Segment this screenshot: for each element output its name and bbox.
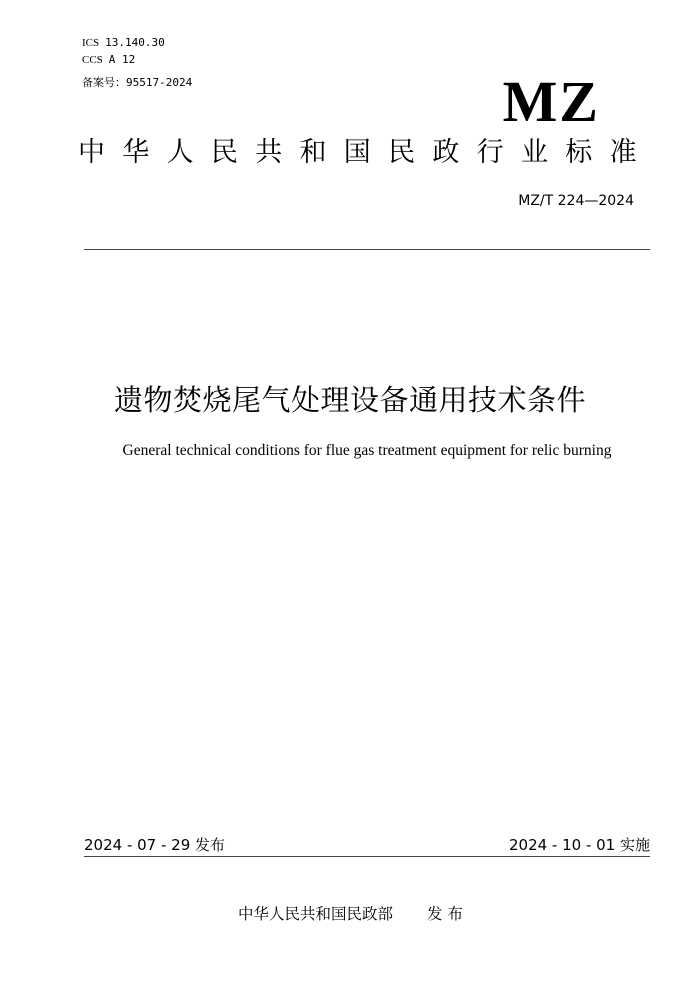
- document-english-title: General technical conditions for flue gas treatment equipment for relic burning: [122, 442, 612, 459]
- header-divider: [84, 249, 650, 250]
- issue-word: 发 布: [427, 905, 463, 923]
- publish-date: 2024 - 07 - 29 发布: [84, 836, 226, 854]
- implementation-date: 2024 - 10 - 01 实施: [508, 836, 650, 854]
- ccs-label: CCS: [82, 54, 103, 66]
- ccs-code: A 12: [108, 53, 136, 66]
- filing-number: 备案号：95517-2024: [82, 76, 193, 89]
- mz-logo: MZ: [502, 69, 600, 134]
- ics-label: ICS: [82, 37, 100, 49]
- footer-divider: [84, 856, 650, 857]
- ics-code: 13.140.30: [105, 36, 165, 49]
- document-title: 遗物焚烧尾气处理设备通用技术条件: [113, 383, 586, 417]
- issuing-authority: [238, 904, 463, 924]
- ics-classification: [82, 36, 165, 50]
- standard-category-title: 中华人民共和国民政行业标准: [78, 137, 654, 168]
- standard-code: MZ/T 224—2024: [518, 193, 634, 209]
- issuer-name: 中华人民共和国民政部: [238, 905, 394, 923]
- ccs-classification: [82, 53, 135, 67]
